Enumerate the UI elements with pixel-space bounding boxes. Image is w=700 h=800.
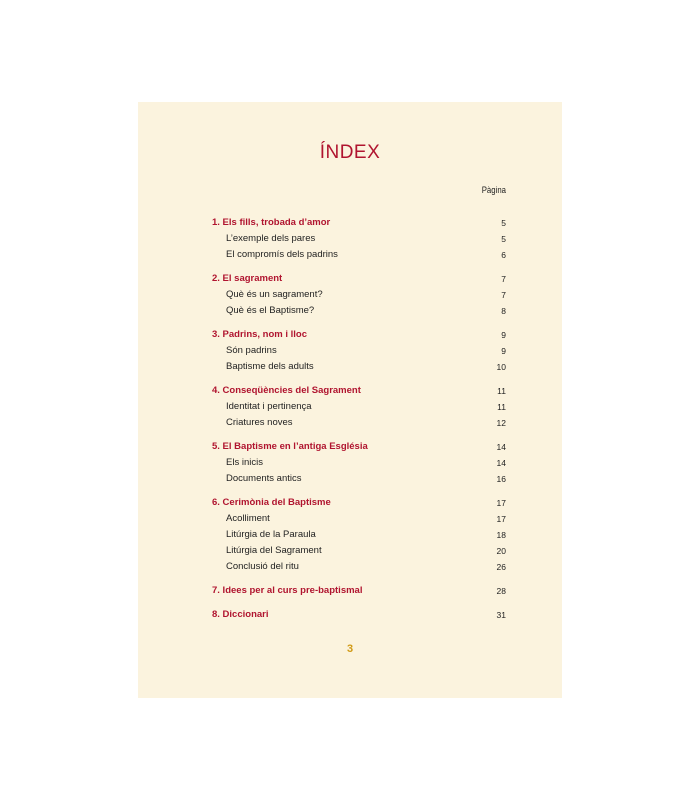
toc-chapter-entry-label: 8. Diccionari xyxy=(212,609,269,620)
page-title: ÍNDEX xyxy=(319,142,381,163)
toc-chapter-entry-label: 6. Cerimònia del Baptisme xyxy=(212,497,331,508)
toc-chapter-entry[interactable] xyxy=(212,327,506,343)
toc-subentry-label: Què és el Baptisme? xyxy=(226,305,315,316)
toc-subentry-label: Són padrins xyxy=(226,345,277,356)
toc-subentry-page-number: 6 xyxy=(501,250,506,260)
toc-subentry-label: Litúrgia de la Paraula xyxy=(226,529,316,540)
toc-subentry-page-number: 20 xyxy=(496,546,506,556)
toc-subentry[interactable] xyxy=(212,231,506,247)
toc-chapter-entry-page-number: 28 xyxy=(496,586,506,596)
toc-subentry-page-number: 12 xyxy=(496,418,506,428)
toc-section xyxy=(212,583,506,599)
toc-subentry[interactable] xyxy=(212,559,506,575)
toc-subentry[interactable] xyxy=(212,247,506,263)
toc-subentry-page-number: 8 xyxy=(501,306,506,316)
toc-subentry-label: L’exemple dels pares xyxy=(226,233,316,244)
toc-subentry-page-number: 17 xyxy=(496,514,506,524)
toc-chapter-entry[interactable] xyxy=(212,607,506,623)
toc-chapter-entry-page-number: 17 xyxy=(496,498,506,508)
toc-subentry-label: Acolliment xyxy=(226,513,270,524)
toc-subentry-label: Conclusió del ritu xyxy=(226,561,299,572)
toc-subentry-page-number: 16 xyxy=(496,474,506,484)
toc-subentry[interactable] xyxy=(212,527,506,543)
toc-subentry[interactable] xyxy=(212,543,506,559)
toc-chapter-entry-page-number: 11 xyxy=(497,386,506,396)
toc-section xyxy=(212,607,506,623)
toc-subentry-label: El compromís dels padrins xyxy=(226,249,338,260)
toc-chapter-entry-label: 3. Padrins, nom i lloc xyxy=(212,329,308,340)
toc-subentry-label: Litúrgia del Sagrament xyxy=(226,545,322,556)
toc-subentry[interactable] xyxy=(212,471,506,487)
toc-chapter-entry[interactable] xyxy=(212,583,506,599)
toc-chapter-entry-page-number: 14 xyxy=(496,442,506,452)
toc-section xyxy=(212,439,506,487)
toc-subentry-page-number: 10 xyxy=(496,362,506,372)
book-page xyxy=(138,102,562,698)
toc-chapter-entry-label: 5. El Baptisme en l’antiga Església xyxy=(212,441,368,452)
toc-subentry[interactable] xyxy=(212,303,506,319)
toc-chapter-entry-page-number: 5 xyxy=(501,218,506,228)
toc-subentry-page-number: 26 xyxy=(496,562,506,572)
toc-subentry-label: Criatures noves xyxy=(226,417,293,428)
toc-subentry[interactable] xyxy=(212,415,506,431)
toc-chapter-entry[interactable] xyxy=(212,495,506,511)
toc-chapter-entry[interactable] xyxy=(212,215,506,231)
toc-subentry-page-number: 7 xyxy=(501,290,506,300)
toc-subentry[interactable] xyxy=(212,343,506,359)
toc-section xyxy=(212,215,506,263)
toc-subentry[interactable] xyxy=(212,399,506,415)
toc-chapter-entry[interactable] xyxy=(212,439,506,455)
toc-chapter-entry-label: 2. El sagrament xyxy=(212,273,283,284)
toc-chapter-entry[interactable] xyxy=(212,383,506,399)
toc-subentry-page-number: 9 xyxy=(501,346,506,356)
toc-subentry-label: Baptisme dels adults xyxy=(226,361,314,372)
page-column-label: Pàgina xyxy=(481,185,506,196)
toc-subentry-page-number: 5 xyxy=(501,234,506,244)
toc-subentry-page-number: 18 xyxy=(496,530,506,540)
toc-subentry-label: Els inicis xyxy=(226,457,263,468)
toc-section xyxy=(212,327,506,375)
toc-section xyxy=(212,495,506,575)
toc-subentry-label: Documents antics xyxy=(226,473,302,484)
toc-chapter-entry-label: 4. Conseqüències del Sagrament xyxy=(212,385,361,396)
toc-subentry-page-number: 14 xyxy=(496,458,506,468)
toc-chapter-entry-label: 7. Idees per al curs pre-baptismal xyxy=(212,585,363,596)
toc-chapter-entry[interactable] xyxy=(212,271,506,287)
toc-subentry-label: Què és un sagrament? xyxy=(226,289,323,300)
toc-chapter-entry-page-number: 9 xyxy=(501,330,506,340)
toc-subentry[interactable] xyxy=(212,511,506,527)
toc-section xyxy=(212,271,506,319)
toc-chapter-entry-label: 1. Els fills, trobada d’amor xyxy=(212,217,331,228)
page-number: 3 xyxy=(346,643,354,655)
toc-subentry[interactable] xyxy=(212,359,506,375)
toc-subentry[interactable] xyxy=(212,287,506,303)
toc-chapter-entry-page-number: 7 xyxy=(501,274,506,284)
toc-chapter-entry-page-number: 31 xyxy=(496,610,506,620)
toc-subentry-label: Identitat i pertinença xyxy=(226,401,312,412)
table-of-contents xyxy=(212,215,506,631)
toc-section xyxy=(212,383,506,431)
toc-subentry[interactable] xyxy=(212,455,506,471)
toc-subentry-page-number: 11 xyxy=(497,402,506,412)
